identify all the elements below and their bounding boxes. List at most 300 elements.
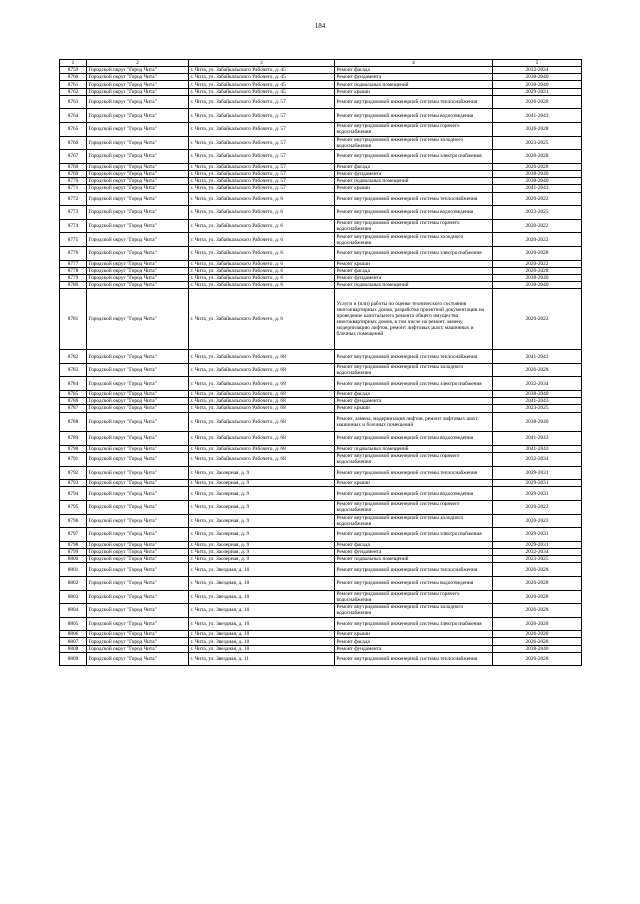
row-number: 8795: [60, 500, 87, 514]
row-number: 8786: [60, 398, 87, 405]
municipality-cell: Городской округ "Город Чита": [87, 246, 189, 260]
table-row: [60, 81, 582, 88]
work-type-cell: Ремонт внутридомовой инженерной системы теплоснабжения: [335, 563, 493, 577]
table-row: [60, 514, 582, 528]
table-row: [60, 123, 582, 137]
municipality-cell: Городской округ "Город Чита": [87, 219, 189, 233]
work-type-cell: Ремонт подвальных помещений: [335, 445, 493, 452]
table-row: [60, 192, 582, 206]
municipality-cell: Городской округ "Город Чита": [87, 67, 189, 74]
row-number: 8767: [60, 150, 87, 164]
address-cell: г. Чита, ул. Забайкальского Рабочего, д. 68: [189, 377, 335, 391]
municipality-cell: Городской округ "Город Чита": [87, 81, 189, 88]
table-row: [60, 453, 582, 467]
work-type-cell: Ремонт внутридомовой инженерной системы холодного водоснабжения: [335, 233, 493, 247]
period-cell: 2020-2022: [493, 192, 582, 206]
municipality-cell: Городской округ "Город Чита": [87, 487, 189, 501]
municipality-cell: Городской округ "Город Чита": [87, 206, 189, 220]
table-row: [60, 274, 582, 281]
row-number: 8764: [60, 109, 87, 123]
period-cell: 2029-2031: [493, 541, 582, 548]
municipality-cell: Городской округ "Город Чита": [87, 500, 189, 514]
work-type-cell: Ремонт фундамента: [335, 74, 493, 81]
row-number: 8776: [60, 246, 87, 260]
row-number: 8762: [60, 88, 87, 95]
table-row: [60, 88, 582, 95]
municipality-cell: Городской округ "Город Чита": [87, 95, 189, 109]
work-type-cell: Ремонт внутридомовой инженерной системы электроснабжения: [335, 377, 493, 391]
period-cell: 2029-2031: [493, 487, 582, 501]
work-type-cell: Ремонт внутридомовой инженерной системы водоотведения: [335, 206, 493, 220]
municipality-cell: Городской округ "Город Чита": [87, 576, 189, 590]
row-number: 8799: [60, 548, 87, 555]
period-cell: 2026-2028: [493, 363, 582, 377]
page-number: 184: [314, 22, 326, 30]
column-header-1: 1: [60, 60, 87, 67]
address-cell: г. Чита, ул. Заозерная, д. 9: [189, 480, 335, 487]
period-cell: 2023-2025: [493, 556, 582, 563]
address-cell: г. Чита, ул. Забайкальского Рабочего, д. 45: [189, 81, 335, 88]
column-header-5: 5: [493, 60, 582, 67]
address-cell: г. Чита, ул. Звездная, д. 10: [189, 631, 335, 638]
period-cell: 2026-2028: [493, 163, 582, 170]
row-number: 8802: [60, 576, 87, 590]
period-cell: 2026-2028: [493, 590, 582, 604]
municipality-cell: Городской округ "Город Чита": [87, 123, 189, 137]
work-type-cell: Ремонт внутридомовой инженерной системы горячего водоснабжения: [335, 453, 493, 467]
table-row: [60, 95, 582, 109]
period-cell: 2041-2043: [493, 109, 582, 123]
row-number: 8772: [60, 192, 87, 206]
period-cell: 2038-2040: [493, 178, 582, 185]
period-cell: 2020-2022: [493, 260, 582, 267]
work-type-cell: Ремонт крыши: [335, 480, 493, 487]
table-row: [60, 391, 582, 398]
work-type-cell: Ремонт фундамента: [335, 171, 493, 178]
municipality-cell: Городской округ "Город Чита": [87, 391, 189, 398]
table-row: [60, 466, 582, 480]
municipality-cell: Городской округ "Город Чита": [87, 445, 189, 452]
work-type-cell: Ремонт подвальных помещений: [335, 556, 493, 563]
row-number: 8783: [60, 363, 87, 377]
work-type-cell: Ремонт подвальных помещений: [335, 81, 493, 88]
work-type-cell: Ремонт внутридомовой инженерной системы горячего водоснабжения: [335, 219, 493, 233]
period-cell: 2032-2034: [493, 548, 582, 555]
municipality-cell: Городской округ "Город Чита": [87, 398, 189, 405]
municipality-cell: Городской округ "Город Чита": [87, 289, 189, 350]
table-row: [60, 432, 582, 446]
row-number: 8791: [60, 453, 87, 467]
address-cell: г. Чита, ул. Звездная, д. 11: [189, 652, 335, 666]
municipality-cell: Городской округ "Город Чита": [87, 453, 189, 467]
period-cell: 2041-2043: [493, 350, 582, 364]
work-type-cell: Ремонт крыши: [335, 185, 493, 192]
address-cell: г. Чита, ул. Заозерная, д. 9: [189, 487, 335, 501]
table-row: [60, 246, 582, 260]
address-cell: г. Чита, ул. Забайкальского Рабочего, д. 68: [189, 363, 335, 377]
table-row: [60, 206, 582, 220]
period-cell: 2038-2040: [493, 645, 582, 652]
municipality-cell: Городской округ "Город Чита": [87, 645, 189, 652]
work-type-cell: Ремонт фасада: [335, 391, 493, 398]
address-cell: г. Чита, ул. Забайкальского Рабочего, д. 6: [189, 289, 335, 350]
row-number: 8771: [60, 185, 87, 192]
work-type-cell: Ремонт крыши: [335, 260, 493, 267]
work-type-cell: Ремонт внутридомовой инженерной системы холодного водоснабжения: [335, 514, 493, 528]
work-type-cell: Ремонт внутридомовой инженерной системы теплоснабжения: [335, 652, 493, 666]
work-type-cell: Ремонт фасада: [335, 267, 493, 274]
period-cell: 2026-2028: [493, 563, 582, 577]
address-cell: г. Чита, ул. Звездная, д. 10: [189, 638, 335, 645]
row-number: 8801: [60, 563, 87, 577]
table-row: [60, 171, 582, 178]
municipality-cell: Городской округ "Город Чита": [87, 178, 189, 185]
work-type-cell: Ремонт внутридомовой инженерной системы водоотведения: [335, 432, 493, 446]
table-row: [60, 563, 582, 577]
work-type-cell: Ремонт внутридомовой инженерной системы теплоснабжения: [335, 466, 493, 480]
address-cell: г. Чита, ул. Забайкальского Рабочего, д. 6: [189, 233, 335, 247]
municipality-cell: Городской округ "Город Чита": [87, 528, 189, 542]
municipality-cell: Городской округ "Город Чита": [87, 480, 189, 487]
municipality-cell: Городской округ "Город Чита": [87, 432, 189, 446]
period-cell: 2029-2031: [493, 466, 582, 480]
work-type-cell: Ремонт внутридомовой инженерной системы холодного водоснабжения: [335, 136, 493, 150]
work-type-cell: Ремонт фасада: [335, 541, 493, 548]
row-number: 8761: [60, 81, 87, 88]
row-number: 8775: [60, 233, 87, 247]
table-row: [60, 528, 582, 542]
period-cell: 2023-2025: [493, 206, 582, 220]
table-row: [60, 74, 582, 81]
period-cell: 2023-2025: [493, 405, 582, 412]
work-type-cell: Услуги и (или) работы по оценке технического состояния многоквартирных домов, разработке проектной документации на проведение капитального ремонта общего имущества многоквартирных домов, в том числе на ремонт, замену, модернизацию лифтов, ремонт лифтовых шахт, машинных и блочных помещений: [335, 289, 493, 350]
table-row: [60, 604, 582, 618]
address-cell: г. Чита, ул. Забайкальского Рабочего, д. 6: [189, 206, 335, 220]
municipality-cell: Городской округ "Город Чита": [87, 466, 189, 480]
municipality-cell: Городской округ "Город Чита": [87, 163, 189, 170]
table-header: [60, 60, 582, 67]
period-cell: 2032-2034: [493, 67, 582, 74]
address-cell: г. Чита, ул. Забайкальского Рабочего, д. 57: [189, 178, 335, 185]
address-cell: г. Чита, ул. Забайкальского Рабочего, д. 6: [189, 282, 335, 289]
work-type-cell: Ремонт внутридомовой инженерной системы теплоснабжения: [335, 350, 493, 364]
work-type-cell: Ремонт внутридомовой инженерной системы водоотведения: [335, 576, 493, 590]
work-type-cell: Ремонт внутридомовой инженерной системы холодного водоснабжения: [335, 363, 493, 377]
address-cell: г. Чита, ул. Забайкальского Рабочего, д. 57: [189, 109, 335, 123]
table-row: [60, 267, 582, 274]
municipality-cell: Городской округ "Город Чита": [87, 282, 189, 289]
municipality-cell: Городской округ "Город Чита": [87, 590, 189, 604]
table-row: [60, 150, 582, 164]
table-row: [60, 185, 582, 192]
address-cell: г. Чита, ул. Звездная, д. 10: [189, 576, 335, 590]
municipality-cell: Городской округ "Город Чита": [87, 267, 189, 274]
period-cell: 2023-2025: [493, 136, 582, 150]
row-number: 8784: [60, 377, 87, 391]
row-number: 8769: [60, 171, 87, 178]
municipality-cell: Городской округ "Город Чита": [87, 652, 189, 666]
address-cell: г. Чита, ул. Заозерная, д. 9: [189, 541, 335, 548]
address-cell: г. Чита, ул. Забайкальского Рабочего, д. 6: [189, 192, 335, 206]
address-cell: г. Чита, ул. Забайкальского Рабочего, д. 57: [189, 123, 335, 137]
table-row: [60, 617, 582, 631]
address-cell: г. Чита, ул. Забайкальского Рабочего, д. 57: [189, 185, 335, 192]
municipality-cell: Городской округ "Город Чита": [87, 136, 189, 150]
work-type-cell: Ремонт фундамента: [335, 645, 493, 652]
municipality-cell: Городской округ "Город Чита": [87, 556, 189, 563]
table-row: [60, 500, 582, 514]
municipality-cell: Городской округ "Город Чита": [87, 233, 189, 247]
address-cell: г. Чита, ул. Забайкальского Рабочего, д. 57: [189, 171, 335, 178]
address-cell: г. Чита, ул. Заозерная, д. 9: [189, 528, 335, 542]
capital-repair-table: [59, 59, 582, 666]
period-cell: 2038-2040: [493, 412, 582, 432]
table-row: [60, 282, 582, 289]
work-type-cell: Ремонт внутридомовой инженерной системы горячего водоснабжения: [335, 500, 493, 514]
column-header-3: 3: [189, 60, 335, 67]
period-cell: 2038-2040: [493, 274, 582, 281]
municipality-cell: Городской округ "Город Чита": [87, 274, 189, 281]
row-number: 8804: [60, 604, 87, 618]
table-row: [60, 109, 582, 123]
row-number: 8796: [60, 514, 87, 528]
period-cell: 2029-2031: [493, 88, 582, 95]
address-cell: г. Чита, ул. Звездная, д. 10: [189, 563, 335, 577]
row-number: 8806: [60, 631, 87, 638]
municipality-cell: Городской округ "Город Чита": [87, 350, 189, 364]
work-type-cell: Ремонт фундамента: [335, 398, 493, 405]
work-type-cell: Ремонт фундамента: [335, 548, 493, 555]
table-row: [60, 289, 582, 350]
table-row: [60, 638, 582, 645]
row-number: 8797: [60, 528, 87, 542]
work-type-cell: Ремонт, замена, модернизация лифтов, ремонт лифтовых шахт, машинных и блочных помещений: [335, 412, 493, 432]
row-number: 8807: [60, 638, 87, 645]
table-row: [60, 67, 582, 74]
table-row: [60, 260, 582, 267]
row-number: 8794: [60, 487, 87, 501]
table-row: [60, 576, 582, 590]
address-cell: г. Чита, ул. Забайкальского Рабочего, д. 57: [189, 163, 335, 170]
period-cell: 2020-2022: [493, 219, 582, 233]
row-number: 8774: [60, 219, 87, 233]
municipality-cell: Городской округ "Город Чита": [87, 541, 189, 548]
period-cell: 2020-2022: [493, 500, 582, 514]
address-cell: г. Чита, ул. Забайкальского Рабочего, д. 68: [189, 391, 335, 398]
table-row: [60, 350, 582, 364]
table-row: [60, 487, 582, 501]
work-type-cell: Ремонт подвальных помещений: [335, 178, 493, 185]
address-cell: г. Чита, ул. Забайкальского Рабочего, д. 45: [189, 88, 335, 95]
address-cell: г. Чита, ул. Заозерная, д. 9: [189, 500, 335, 514]
table-row: [60, 556, 582, 563]
table-row: [60, 412, 582, 432]
period-cell: 2026-2028: [493, 617, 582, 631]
period-cell: 2026-2028: [493, 123, 582, 137]
period-cell: 2020-2022: [493, 233, 582, 247]
work-type-cell: Ремонт внутридомовой инженерной системы горячего водоснабжения: [335, 123, 493, 137]
period-cell: 2026-2028: [493, 631, 582, 638]
address-cell: г. Чита, ул. Забайкальского Рабочего, д. 68: [189, 445, 335, 452]
municipality-cell: Городской округ "Город Чита": [87, 412, 189, 432]
period-cell: 2026-2028: [493, 150, 582, 164]
municipality-cell: Городской округ "Город Чита": [87, 548, 189, 555]
table-body: [60, 67, 582, 666]
work-type-cell: Ремонт внутридомовой инженерной системы водоотведения: [335, 109, 493, 123]
row-number: 8768: [60, 163, 87, 170]
municipality-cell: Городской округ "Город Чита": [87, 109, 189, 123]
municipality-cell: Городской округ "Город Чита": [87, 405, 189, 412]
work-type-cell: Ремонт фасада: [335, 67, 493, 74]
table-row: [60, 631, 582, 638]
address-cell: г. Чита, ул. Забайкальского Рабочего, д. 68: [189, 398, 335, 405]
table-row: [60, 178, 582, 185]
row-number: 8770: [60, 178, 87, 185]
row-number: 8773: [60, 206, 87, 220]
row-number: 8787: [60, 405, 87, 412]
row-number: 8779: [60, 274, 87, 281]
row-number: 8792: [60, 466, 87, 480]
work-type-cell: Ремонт крыши: [335, 405, 493, 412]
period-cell: 2038-2040: [493, 171, 582, 178]
row-number: 8789: [60, 432, 87, 446]
address-cell: г. Чита, ул. Забайкальского Рабочего, д. 45: [189, 74, 335, 81]
table-row: [60, 398, 582, 405]
row-number: 8778: [60, 267, 87, 274]
row-number: 8793: [60, 480, 87, 487]
table-row: [60, 136, 582, 150]
address-cell: г. Чита, ул. Звездная, д. 10: [189, 590, 335, 604]
row-number: 8781: [60, 289, 87, 350]
row-number: 8782: [60, 350, 87, 364]
municipality-cell: Городской округ "Город Чита": [87, 260, 189, 267]
period-cell: 2041-2043: [493, 398, 582, 405]
row-number: 8798: [60, 541, 87, 548]
address-cell: г. Чита, ул. Забайкальского Рабочего, д. 57: [189, 150, 335, 164]
table-row: [60, 219, 582, 233]
address-cell: г. Чита, ул. Заозерная, д. 9: [189, 548, 335, 555]
address-cell: г. Чита, ул. Забайкальского Рабочего, д. 6: [189, 219, 335, 233]
table-row: [60, 233, 582, 247]
municipality-cell: Городской округ "Город Чита": [87, 563, 189, 577]
period-cell: 2026-2028: [493, 638, 582, 645]
row-number: 8759: [60, 67, 87, 74]
address-cell: г. Чита, ул. Забайкальского Рабочего, д. 68: [189, 412, 335, 432]
period-cell: 2038-2040: [493, 282, 582, 289]
period-cell: 2026-2028: [493, 267, 582, 274]
work-type-cell: Ремонт крыши: [335, 88, 493, 95]
work-type-cell: Ремонт фасада: [335, 638, 493, 645]
municipality-cell: Городской округ "Город Чита": [87, 631, 189, 638]
period-cell: 2041-2043: [493, 185, 582, 192]
period-cell: 2041-2043: [493, 445, 582, 452]
address-cell: г. Чита, ул. Забайкальского Рабочего, д. 6: [189, 260, 335, 267]
row-number: 8766: [60, 136, 87, 150]
row-number: 8765: [60, 123, 87, 137]
address-cell: г. Чита, ул. Забайкальского Рабочего, д. 57: [189, 136, 335, 150]
period-cell: 2026-2028: [493, 652, 582, 666]
period-cell: 2026-2028: [493, 95, 582, 109]
address-cell: г. Чита, ул. Забайкальского Рабочего, д. 68: [189, 405, 335, 412]
row-number: 8785: [60, 391, 87, 398]
municipality-cell: Городской округ "Город Чита": [87, 377, 189, 391]
municipality-cell: Городской округ "Город Чита": [87, 604, 189, 618]
period-cell: 2032-2034: [493, 453, 582, 467]
municipality-cell: Городской округ "Город Чита": [87, 617, 189, 631]
work-type-cell: Ремонт внутридомовой инженерной системы электроснабжения: [335, 246, 493, 260]
address-cell: г. Чита, ул. Заозерная, д. 9: [189, 556, 335, 563]
municipality-cell: Городской округ "Город Чита": [87, 88, 189, 95]
municipality-cell: Городской округ "Город Чита": [87, 192, 189, 206]
row-number: 8790: [60, 445, 87, 452]
work-type-cell: Ремонт подвальных помещений: [335, 282, 493, 289]
period-cell: 2041-2043: [493, 432, 582, 446]
work-type-cell: Ремонт внутридомовой инженерной системы водоотведения: [335, 487, 493, 501]
municipality-cell: Городской округ "Город Чита": [87, 363, 189, 377]
municipality-cell: Городской округ "Город Чита": [87, 638, 189, 645]
period-cell: 2026-2028: [493, 576, 582, 590]
work-type-cell: Ремонт внутридомовой инженерной системы теплоснабжения: [335, 95, 493, 109]
municipality-cell: Городской округ "Город Чита": [87, 150, 189, 164]
work-type-cell: Ремонт внутридомовой инженерной системы электроснабжения: [335, 150, 493, 164]
period-cell: 2038-2040: [493, 74, 582, 81]
table-row: [60, 652, 582, 666]
work-type-cell: Ремонт крыши: [335, 631, 493, 638]
period-cell: 2020-2022: [493, 289, 582, 350]
period-cell: 2026-2028: [493, 246, 582, 260]
table-row: [60, 590, 582, 604]
address-cell: г. Чита, ул. Забайкальского Рабочего, д. 6: [189, 274, 335, 281]
header-row: [60, 60, 582, 67]
table-row: [60, 541, 582, 548]
address-cell: г. Чита, ул. Звездная, д. 10: [189, 645, 335, 652]
table-row: [60, 480, 582, 487]
address-cell: г. Чита, ул. Звездная, д. 10: [189, 617, 335, 631]
column-header-2: 2: [87, 60, 189, 67]
period-cell: 2029-2031: [493, 528, 582, 542]
row-number: 8788: [60, 412, 87, 432]
address-cell: г. Чита, ул. Забайкальского Рабочего, д. 68: [189, 350, 335, 364]
row-number: 8805: [60, 617, 87, 631]
work-type-cell: Ремонт внутридомовой инженерной системы горячего водоснабжения: [335, 590, 493, 604]
address-cell: г. Чита, ул. Забайкальского Рабочего, д. 68: [189, 432, 335, 446]
row-number: 8809: [60, 652, 87, 666]
address-cell: г. Чита, ул. Заозерная, д. 9: [189, 466, 335, 480]
address-cell: г. Чита, ул. Заозерная, д. 9: [189, 514, 335, 528]
period-cell: 2020-2022: [493, 514, 582, 528]
municipality-cell: Городской округ "Город Чита": [87, 171, 189, 178]
work-type-cell: Ремонт фасада: [335, 163, 493, 170]
row-number: 8808: [60, 645, 87, 652]
period-cell: 2038-2040: [493, 81, 582, 88]
column-header-4: 4: [335, 60, 493, 67]
table-row: [60, 163, 582, 170]
work-type-cell: Ремонт фундамента: [335, 274, 493, 281]
table-row: [60, 445, 582, 452]
row-number: 8803: [60, 590, 87, 604]
row-number: 8777: [60, 260, 87, 267]
address-cell: г. Чита, ул. Забайкальского Рабочего, д. 45: [189, 67, 335, 74]
table-row: [60, 377, 582, 391]
address-cell: г. Чита, ул. Забайкальского Рабочего, д. 57: [189, 95, 335, 109]
table-row: [60, 645, 582, 652]
row-number: 8780: [60, 282, 87, 289]
table-row: [60, 363, 582, 377]
address-cell: г. Чита, ул. Забайкальского Рабочего, д. 6: [189, 267, 335, 274]
municipality-cell: Городской округ "Город Чита": [87, 185, 189, 192]
address-cell: г. Чита, ул. Звездная, д. 10: [189, 604, 335, 618]
period-cell: 2026-2028: [493, 604, 582, 618]
